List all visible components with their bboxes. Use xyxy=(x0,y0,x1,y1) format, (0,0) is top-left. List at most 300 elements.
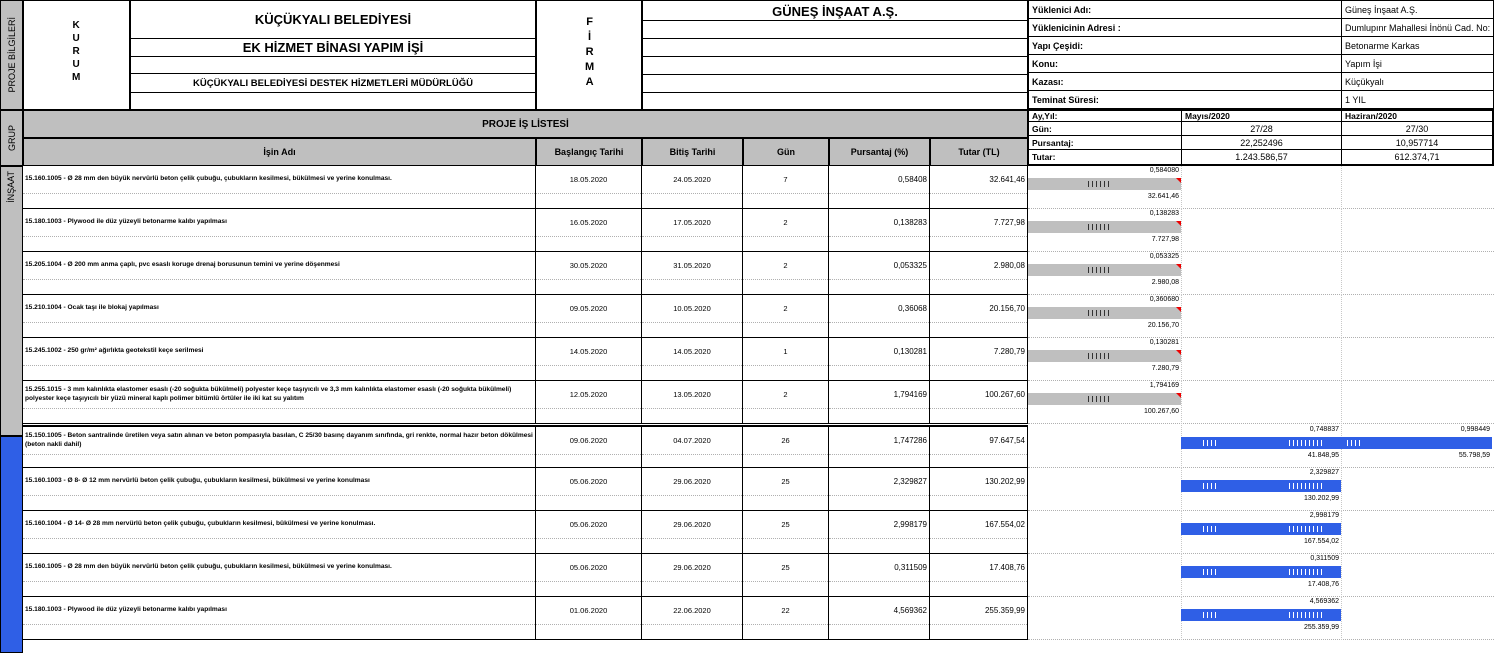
gantt-bar xyxy=(1181,480,1341,492)
department-title: KÜÇÜKYALI BELEDİYESİ DESTEK HİZMETLERİ MÜDÜRLÜĞÜ xyxy=(131,74,535,93)
gantt-tick xyxy=(1301,483,1302,489)
monthly-summary xyxy=(1028,110,1494,166)
insaat-group-bar: İNŞAAT xyxy=(0,166,23,436)
task-end: 14.05.2020 xyxy=(642,338,742,366)
task-pct-cell xyxy=(829,381,930,424)
kurum-info xyxy=(130,0,536,110)
gantt-bar xyxy=(1181,609,1341,621)
task-start-cell xyxy=(536,338,642,381)
task-days: 2 xyxy=(743,209,828,237)
task-start: 09.06.2020 xyxy=(536,427,641,455)
gantt-tick xyxy=(1297,440,1298,446)
task-pct-cell xyxy=(829,252,930,295)
gantt-pct: 2,998179 xyxy=(1309,512,1339,519)
task-amount: 17.408,76 xyxy=(930,554,1027,582)
col-header-days: Gün xyxy=(743,138,829,166)
gantt-tick xyxy=(1293,526,1294,532)
gantt-tick xyxy=(1215,526,1216,532)
gantt-tick xyxy=(1104,267,1105,273)
task-days: 2 xyxy=(743,295,828,323)
gantt-tick xyxy=(1203,526,1204,532)
gantt-tick xyxy=(1305,483,1306,489)
gantt-tick xyxy=(1215,569,1216,575)
summary-name: Mayıs/2020 xyxy=(1182,111,1342,122)
summary-pursantaj: 10,957714 xyxy=(1342,136,1493,150)
gantt-tick xyxy=(1108,224,1109,230)
gantt-gridline xyxy=(1341,381,1342,424)
task-days: 25 xyxy=(743,554,828,582)
summary-gun: 27/30 xyxy=(1342,122,1493,136)
task-name: 15.150.1005 - Beton santralinde üretilen veya satın alınan ve beton pompasıyla basılan, C 25/30 basınç dayanım sınıfında, gri renkte, normal hazır beton dökülmesi (beton nakli dahil) xyxy=(23,427,535,455)
kurum-letter: R xyxy=(72,46,80,57)
gantt-tick xyxy=(1313,569,1314,575)
task-pct-cell xyxy=(829,166,930,209)
gantt-tick xyxy=(1317,526,1318,532)
gantt-tick xyxy=(1297,569,1298,575)
task-days: 22 xyxy=(743,597,828,625)
gantt-amount: 7.727,98 xyxy=(1151,236,1179,243)
task-amount-cell xyxy=(930,511,1028,554)
task-pct-cell xyxy=(829,295,930,338)
gantt-tick xyxy=(1289,526,1290,532)
task-amount-cell xyxy=(930,468,1028,511)
task-pct: 0,311509 xyxy=(829,554,929,582)
gantt-tick xyxy=(1207,483,1208,489)
task-name: 15.160.1003 - Ø 8- Ø 12 mm nervürlü beton çelik çubuğu, çubukların kesilmesi, bükülmesi ve yerine konulması xyxy=(23,468,535,496)
info-label: Teminat Süresi: xyxy=(1029,91,1342,109)
task-start-cell xyxy=(536,381,642,424)
gantt-tick xyxy=(1289,483,1290,489)
gantt-tick xyxy=(1104,353,1105,359)
task-name: 15.160.1004 - Ø 14- Ø 28 mm nervürlü beton çelik çubuğu, çubukların kesilmesi, bükülmesi ve yerine konulması. xyxy=(23,511,535,539)
gantt-pct: 0,311509 xyxy=(1310,555,1339,562)
gantt-tick xyxy=(1289,440,1290,446)
gantt-tick xyxy=(1096,181,1097,187)
firma-letter: R xyxy=(585,46,594,58)
info-label: Konu: xyxy=(1029,55,1342,73)
gantt-pct: 0,748837 xyxy=(1309,426,1339,433)
task-amount: 100.267,60 xyxy=(930,381,1027,409)
kurum-label xyxy=(23,0,130,110)
gantt-gridline xyxy=(1341,597,1342,640)
gantt-tick xyxy=(1351,440,1352,446)
task-pct: 2,998179 xyxy=(829,511,929,539)
gantt-gridline xyxy=(1341,554,1342,597)
gantt-tick xyxy=(1211,483,1212,489)
gantt-tick xyxy=(1297,483,1298,489)
gantt-tick xyxy=(1092,224,1093,230)
task-end: 29.06.2020 xyxy=(642,468,742,496)
gantt-amount: 255.359,99 xyxy=(1303,624,1339,631)
gantt-tick xyxy=(1088,224,1089,230)
gantt-tick xyxy=(1104,396,1105,402)
gantt-bar-2 xyxy=(1341,437,1492,449)
task-name-cell xyxy=(23,166,536,209)
summary-name: Haziran/2020 xyxy=(1342,111,1493,122)
gantt-gridline xyxy=(1341,468,1342,511)
gantt-pct: 0,053325 xyxy=(1149,253,1179,260)
grup-label: GRUP xyxy=(0,110,23,166)
task-name-cell xyxy=(23,209,536,252)
gantt-tick xyxy=(1100,310,1101,316)
task-amount: 20.156,70 xyxy=(930,295,1027,323)
task-end-cell xyxy=(642,252,743,295)
gantt-tick xyxy=(1108,353,1109,359)
gantt-tick xyxy=(1289,612,1290,618)
task-start-cell xyxy=(536,468,642,511)
kurum-title: KÜÇÜKYALI BELEDİYESİ xyxy=(131,1,535,39)
task-days: 26 xyxy=(743,427,828,455)
task-name-cell xyxy=(23,252,536,295)
kurum-letter: K xyxy=(72,20,80,31)
gantt-pct: 0,138283 xyxy=(1149,210,1179,217)
task-name: 15.180.1003 - Plywood ile düz yüzeyli betonarme kalıbı yapılması xyxy=(23,209,535,237)
gantt-amount: 32.641,46 xyxy=(1147,193,1179,200)
task-name: 15.245.1002 - 250 gr/m² ağırlıkta geotekstil keçe serilmesi xyxy=(23,338,535,366)
gantt-tick xyxy=(1096,396,1097,402)
gantt-amount: 41.848,95 xyxy=(1307,452,1339,459)
red-marker-icon xyxy=(1176,264,1181,269)
gantt-tick xyxy=(1088,396,1089,402)
task-start-cell xyxy=(536,511,642,554)
task-days-cell xyxy=(743,554,829,597)
task-days-cell xyxy=(743,295,829,338)
gantt-tick xyxy=(1207,569,1208,575)
col-header-amount: Tutar (TL) xyxy=(930,138,1028,166)
gantt-tick xyxy=(1309,440,1310,446)
task-amount: 167.554,02 xyxy=(930,511,1027,539)
task-pct: 4,569362 xyxy=(829,597,929,625)
gantt-tick xyxy=(1203,440,1204,446)
gantt-tick xyxy=(1301,440,1302,446)
summary-label: Pursantaj: xyxy=(1029,136,1182,150)
kurum-letter: U xyxy=(72,33,80,44)
gantt-gridline xyxy=(1181,381,1182,424)
gantt-tick xyxy=(1317,483,1318,489)
task-end: 17.05.2020 xyxy=(642,209,742,237)
list-title: PROJE İŞ LİSTESİ xyxy=(23,110,1028,138)
gantt-tick xyxy=(1207,440,1208,446)
gantt-tick xyxy=(1309,526,1310,532)
task-name: 15.180.1003 - Plywood ile düz yüzeyli betonarme kalıbı yapılması xyxy=(23,597,535,625)
task-start: 16.05.2020 xyxy=(536,209,641,237)
task-days-cell xyxy=(743,597,829,640)
gantt-bar xyxy=(1028,178,1181,190)
gantt-tick xyxy=(1100,181,1101,187)
summary-gun: 27/28 xyxy=(1182,122,1342,136)
gantt-bar xyxy=(1028,307,1181,319)
gantt-tick xyxy=(1309,483,1310,489)
task-amount: 32.641,46 xyxy=(930,166,1027,194)
gantt-amount: 17.408,76 xyxy=(1307,581,1339,588)
task-pct: 1,794169 xyxy=(829,381,929,409)
gantt-tick xyxy=(1321,612,1322,618)
gantt-tick xyxy=(1104,181,1105,187)
task-pct-cell xyxy=(829,554,930,597)
gantt-tick xyxy=(1100,353,1101,359)
task-start: 18.05.2020 xyxy=(536,166,641,194)
firma-letter: M xyxy=(585,61,595,73)
gantt-amount: 167.554,02 xyxy=(1303,538,1339,545)
task-pct: 0,36068 xyxy=(829,295,929,323)
gantt-gridline xyxy=(1181,295,1182,338)
task-end-cell xyxy=(642,554,743,597)
gantt-tick xyxy=(1305,569,1306,575)
red-marker-icon xyxy=(1176,393,1181,398)
gantt-tick xyxy=(1211,526,1212,532)
task-pct: 2,329827 xyxy=(829,468,929,496)
gantt-gridline xyxy=(1181,252,1182,295)
gantt-gridline xyxy=(1341,252,1342,295)
task-end: 10.05.2020 xyxy=(642,295,742,323)
firma-letter: A xyxy=(585,76,594,88)
proje-bilgileri-label: PROJE BİLGİLERİ xyxy=(0,0,23,110)
gantt-gridline xyxy=(1341,338,1342,381)
gantt-tick xyxy=(1317,569,1318,575)
task-end-cell xyxy=(642,468,743,511)
gantt-bar xyxy=(1028,221,1181,233)
gantt-tick xyxy=(1207,526,1208,532)
gantt-tick xyxy=(1317,612,1318,618)
gantt-tick xyxy=(1211,440,1212,446)
task-start: 05.06.2020 xyxy=(536,554,641,582)
task-amount: 97.647,54 xyxy=(930,427,1027,455)
task-end-cell xyxy=(642,425,743,468)
gantt-tick xyxy=(1108,181,1109,187)
task-end-cell xyxy=(642,597,743,640)
task-pct-cell xyxy=(829,468,930,511)
gantt-amount: 2.980,08 xyxy=(1151,279,1179,286)
gantt-tick xyxy=(1092,181,1093,187)
task-pct-cell xyxy=(829,597,930,640)
firma-name: GÜNEŞ İNŞAAT A.Ş. xyxy=(643,1,1027,21)
task-pct-cell xyxy=(829,338,930,381)
gantt-gridline xyxy=(1341,209,1342,252)
task-start: 05.06.2020 xyxy=(536,468,641,496)
gantt-tick xyxy=(1096,224,1097,230)
gantt-tick xyxy=(1108,310,1109,316)
task-name-cell xyxy=(23,554,536,597)
gantt-row xyxy=(1028,468,1494,511)
gantt-pct: 4,569362 xyxy=(1309,598,1339,605)
gantt-tick xyxy=(1100,224,1101,230)
gantt-row xyxy=(1028,511,1494,554)
gantt-gridline xyxy=(1341,166,1342,209)
task-start: 01.06.2020 xyxy=(536,597,641,625)
task-end: 24.05.2020 xyxy=(642,166,742,194)
gantt-bar xyxy=(1181,566,1341,578)
gantt-row xyxy=(1028,338,1494,381)
task-pct: 0,58408 xyxy=(829,166,929,194)
task-amount-cell xyxy=(930,338,1028,381)
firma-info xyxy=(642,0,1028,110)
gantt-tick xyxy=(1203,569,1204,575)
gantt-bar xyxy=(1028,350,1181,362)
gantt-gridline xyxy=(1341,511,1342,554)
gantt-tick xyxy=(1347,440,1348,446)
gantt-tick xyxy=(1207,612,1208,618)
col-header-pct: Pursantaj (%) xyxy=(829,138,930,166)
gantt-tick xyxy=(1104,224,1105,230)
gantt-tick xyxy=(1092,310,1093,316)
info-label: Yüklenicinin Adresi : xyxy=(1029,19,1342,37)
gantt-tick xyxy=(1293,569,1294,575)
gantt-tick xyxy=(1215,612,1216,618)
gantt-row xyxy=(1028,252,1494,295)
gantt-tick xyxy=(1289,569,1290,575)
task-end-cell xyxy=(642,338,743,381)
task-days-cell xyxy=(743,425,829,468)
task-pct-cell xyxy=(829,425,930,468)
task-end: 22.06.2020 xyxy=(642,597,742,625)
gantt-tick xyxy=(1297,612,1298,618)
task-start: 30.05.2020 xyxy=(536,252,641,280)
gantt-tick xyxy=(1321,569,1322,575)
info-label: Kazası: xyxy=(1029,73,1342,91)
gantt-tick xyxy=(1359,440,1360,446)
red-marker-icon xyxy=(1176,178,1181,183)
task-name-cell xyxy=(23,295,536,338)
task-days: 25 xyxy=(743,511,828,539)
gantt-bar xyxy=(1028,264,1181,276)
gantt-tick xyxy=(1317,440,1318,446)
task-pct-cell xyxy=(829,209,930,252)
task-amount: 130.202,99 xyxy=(930,468,1027,496)
task-end-cell xyxy=(642,511,743,554)
firma-letter: İ xyxy=(588,31,592,43)
task-amount-cell xyxy=(930,209,1028,252)
task-name: 15.160.1005 - Ø 28 mm den büyük nervürlü beton çelik çubuğu, çubukların kesilmesi, bükülmesi ve yerine konulması. xyxy=(23,554,535,582)
info-value: Küçükyalı xyxy=(1342,73,1493,91)
gantt-tick xyxy=(1104,310,1105,316)
info-value: 1 YIL xyxy=(1342,91,1493,109)
gantt-amount: 7.280,79 xyxy=(1151,365,1179,372)
contractor-info-table xyxy=(1028,0,1494,110)
gantt-pct: 0,130281 xyxy=(1149,339,1179,346)
gantt-tick xyxy=(1321,483,1322,489)
task-amount: 7.727,98 xyxy=(930,209,1027,237)
gantt-tick xyxy=(1321,526,1322,532)
task-start-cell xyxy=(536,597,642,640)
gantt-tick xyxy=(1108,267,1109,273)
gantt-tick xyxy=(1100,267,1101,273)
gantt-tick xyxy=(1215,483,1216,489)
task-days-cell xyxy=(743,468,829,511)
summary-label: Ay,Yıl: xyxy=(1029,111,1182,122)
project-title: EK HİZMET BİNASI YAPIM İŞİ xyxy=(131,39,535,57)
gantt-tick xyxy=(1301,526,1302,532)
task-amount: 2.980,08 xyxy=(930,252,1027,280)
gantt-tick xyxy=(1293,483,1294,489)
gantt-row xyxy=(1028,554,1494,597)
gantt-tick xyxy=(1096,310,1097,316)
task-days-cell xyxy=(743,252,829,295)
gantt-tick xyxy=(1096,267,1097,273)
col-header-name: İşin Adı xyxy=(23,138,536,166)
gantt-pct: 2,329827 xyxy=(1309,469,1339,476)
gantt-tick xyxy=(1108,396,1109,402)
task-days-cell xyxy=(743,381,829,424)
task-days-cell xyxy=(743,209,829,252)
task-start: 05.06.2020 xyxy=(536,511,641,539)
task-name-cell xyxy=(23,468,536,511)
kurum-letter: M xyxy=(72,72,81,83)
gantt-tick xyxy=(1100,396,1101,402)
red-marker-icon xyxy=(1176,350,1181,355)
gantt-row xyxy=(1028,425,1494,468)
task-amount-cell xyxy=(930,554,1028,597)
red-marker-icon xyxy=(1176,221,1181,226)
gantt-tick xyxy=(1305,612,1306,618)
red-marker-icon xyxy=(1176,307,1181,312)
gantt-tick xyxy=(1211,569,1212,575)
task-pct-cell xyxy=(829,511,930,554)
gantt-bar xyxy=(1028,393,1181,405)
gantt-amount: 20.156,70 xyxy=(1147,322,1179,329)
info-value: Yapım İşi xyxy=(1342,55,1493,73)
gantt-tick xyxy=(1313,483,1314,489)
task-days: 2 xyxy=(743,381,828,409)
info-value: Dumlupınr Mahallesi İnönü Cad. No: xyxy=(1342,19,1493,37)
gantt-tick xyxy=(1211,612,1212,618)
gantt-tick xyxy=(1297,526,1298,532)
task-start-cell xyxy=(536,166,642,209)
task-pct: 1,747286 xyxy=(829,427,929,455)
task-amount-cell xyxy=(930,166,1028,209)
info-value: Betonarme Karkas xyxy=(1342,37,1493,55)
kurum-letter: U xyxy=(72,59,80,70)
col-header-end: Bitiş Tarihi xyxy=(642,138,743,166)
summary-tutar: 1.243.586,57 xyxy=(1182,150,1342,165)
task-name-cell xyxy=(23,425,536,468)
summary-pursantaj: 22,252496 xyxy=(1182,136,1342,150)
gantt-row xyxy=(1028,295,1494,338)
task-amount: 255.359,99 xyxy=(930,597,1027,625)
gantt-pct: 0,360680 xyxy=(1149,296,1179,303)
gantt-row xyxy=(1028,381,1494,424)
gantt-tick xyxy=(1309,612,1310,618)
gantt-tick xyxy=(1313,526,1314,532)
info-label: Yapı Çeşidi: xyxy=(1029,37,1342,55)
gantt-tick xyxy=(1309,569,1310,575)
task-end-cell xyxy=(642,295,743,338)
task-days: 7 xyxy=(743,166,828,194)
task-start-cell xyxy=(536,425,642,468)
gantt-tick xyxy=(1321,440,1322,446)
task-start: 12.05.2020 xyxy=(536,381,641,409)
task-pct: 0,130281 xyxy=(829,338,929,366)
gantt-row xyxy=(1028,597,1494,640)
task-name: 15.210.1004 - Ocak taşı ile blokaj yapılması xyxy=(23,295,535,323)
task-end-cell xyxy=(642,381,743,424)
gantt-tick xyxy=(1301,569,1302,575)
task-days-cell xyxy=(743,511,829,554)
gantt-tick xyxy=(1092,353,1093,359)
task-start: 14.05.2020 xyxy=(536,338,641,366)
task-name-cell xyxy=(23,381,536,424)
gantt-gridline xyxy=(1341,295,1342,338)
task-name-cell xyxy=(23,597,536,640)
summary-label: Gün: xyxy=(1029,122,1182,136)
task-start: 09.05.2020 xyxy=(536,295,641,323)
gantt-tick xyxy=(1305,526,1306,532)
summary-label: Tutar: xyxy=(1029,150,1182,165)
gantt-amount: 130.202,99 xyxy=(1303,495,1339,502)
task-days: 25 xyxy=(743,468,828,496)
firma-label xyxy=(536,0,642,110)
gantt-gridline xyxy=(1181,338,1182,381)
gantt-tick xyxy=(1092,267,1093,273)
